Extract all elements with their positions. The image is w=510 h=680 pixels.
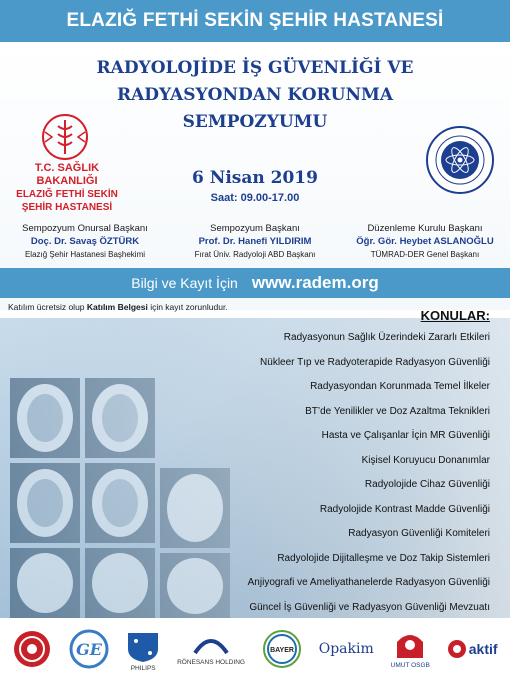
topic-item: BT’de Yenilikler ve Doz Azaltma Teknikleri	[305, 405, 490, 417]
bayer-logo-icon	[262, 629, 302, 669]
event-time: Saat: 09.00-17.00	[210, 192, 300, 204]
topic-item: Radyasyon Güvenliği Komiteleri	[348, 528, 490, 539]
svg-text:BAYER: BAYER	[269, 647, 294, 654]
topic-item: Radyasyondan Korunmada Temel İlkeler	[310, 381, 490, 392]
topic-item: Nükleer Tıp ve Radyoterapide Radyasyon Güvenliği	[260, 356, 490, 368]
committee-affiliation: Fırat Üniv. Radyoloji ABD Başkanı	[194, 250, 316, 259]
sponsor-label: aktif	[468, 641, 498, 657]
ronesans-logo-icon	[177, 633, 245, 666]
notice-bold-text: Katılım Belgesi	[86, 302, 148, 312]
committee-role: Sempozyum Başkanı	[210, 223, 300, 234]
ministry-line-2: ELAZIĞ FETHİ SEKİN	[16, 189, 118, 200]
university-seal-icon	[12, 629, 52, 669]
committee-name: Öğr. Gör. Heybet ASLANOĞLU	[356, 236, 494, 247]
event-date: 6 Nisan 2019	[192, 168, 318, 188]
committee-name: Doç. Dr. Savaş ÖZTÜRK	[30, 236, 140, 247]
committee-affiliation: Elazığ Şehir Hastanesi Başhekimi	[24, 250, 146, 259]
topic-item: Radyolojide Dijitalleşme ve Doz Takip Sistemleri	[277, 552, 490, 564]
committee-chair	[170, 222, 340, 261]
umut-osgb-logo-icon	[391, 630, 430, 669]
topic-item: Radyolojide Kontrast Madde Güvenliği	[319, 503, 490, 515]
hospital-banner	[0, 0, 510, 42]
title-line-1: RADYOLOJİDE İŞ GÜVENLİĞİ VE	[96, 58, 414, 78]
registration-info-bar	[0, 268, 510, 298]
title-line-3: SEMPOZYUMU	[182, 112, 328, 132]
ge-logo-icon	[69, 629, 109, 669]
topic-item: Radyasyonun Sağlık Üzerindeki Zararlı Etkileri	[283, 332, 490, 343]
topic-item: Kişisel Koruyucu Donanımlar	[361, 454, 490, 466]
ministry-line-1: T.C. SAĞLIK BAKANLIĞI	[34, 162, 100, 187]
registration-label: Bilgi ve Kayıt İçin	[131, 275, 238, 291]
committee-affiliation: TÜMRAD-DER Genel Başkanı	[370, 250, 480, 259]
hospital-name: ELAZIĞ FETHİ SEKİN ŞEHİR HASTANESİ	[66, 10, 444, 31]
topic-item: Radyolojide Cihaz Güvenliği	[364, 479, 490, 490]
sponsor-label: Opakim	[318, 641, 374, 657]
philips-logo-icon	[126, 627, 160, 672]
ministry-line-3: ŞEHİR HASTANESİ	[21, 202, 113, 213]
sponsor-label: UMUT OSGB	[390, 661, 430, 669]
participation-notice	[8, 302, 228, 312]
svg-text:GE: GE	[76, 640, 103, 659]
aktif-logo-icon	[447, 639, 498, 659]
sponsor-label: PHILIPS	[130, 664, 156, 672]
sponsor-logos	[0, 618, 510, 680]
registration-url-link[interactable]: www.radem.org	[251, 273, 379, 292]
notice-text: Katılım ücretsiz olup	[8, 302, 87, 312]
topics-list	[150, 326, 490, 620]
notice-text: için kayıt zorunludur.	[147, 302, 228, 312]
topic-item: Hasta ve Çalışanlar İçin MR Güvenliği	[321, 430, 490, 441]
committee-role: Düzenleme Kurulu Başkanı	[367, 223, 483, 234]
committee-organizing-chair	[340, 222, 510, 261]
sponsor-label: RÖNESANS HOLDING	[177, 658, 245, 666]
committee-role: Sempozyum Onursal Başkanı	[22, 223, 148, 234]
committee-name: Prof. Dr. Hanefi YILDIRIM	[198, 236, 312, 247]
topics-heading: KONULAR:	[420, 308, 490, 323]
topic-item: Anjiyografi ve Ameliyathanelerde Radyasyon Güvenliği	[247, 577, 490, 588]
committee-honorary-chair	[0, 222, 170, 261]
ministry-text	[4, 162, 130, 214]
title-line-2: RADYASYONDAN KORUNMA	[116, 85, 394, 105]
ministry-of-health-logo-icon	[20, 112, 110, 167]
opakim-logo-icon	[319, 641, 374, 657]
association-seal-icon	[425, 125, 495, 195]
topic-item: Güncel İş Güvenliği ve Radyasyon Güvenliği Mevzuatı	[249, 601, 490, 613]
